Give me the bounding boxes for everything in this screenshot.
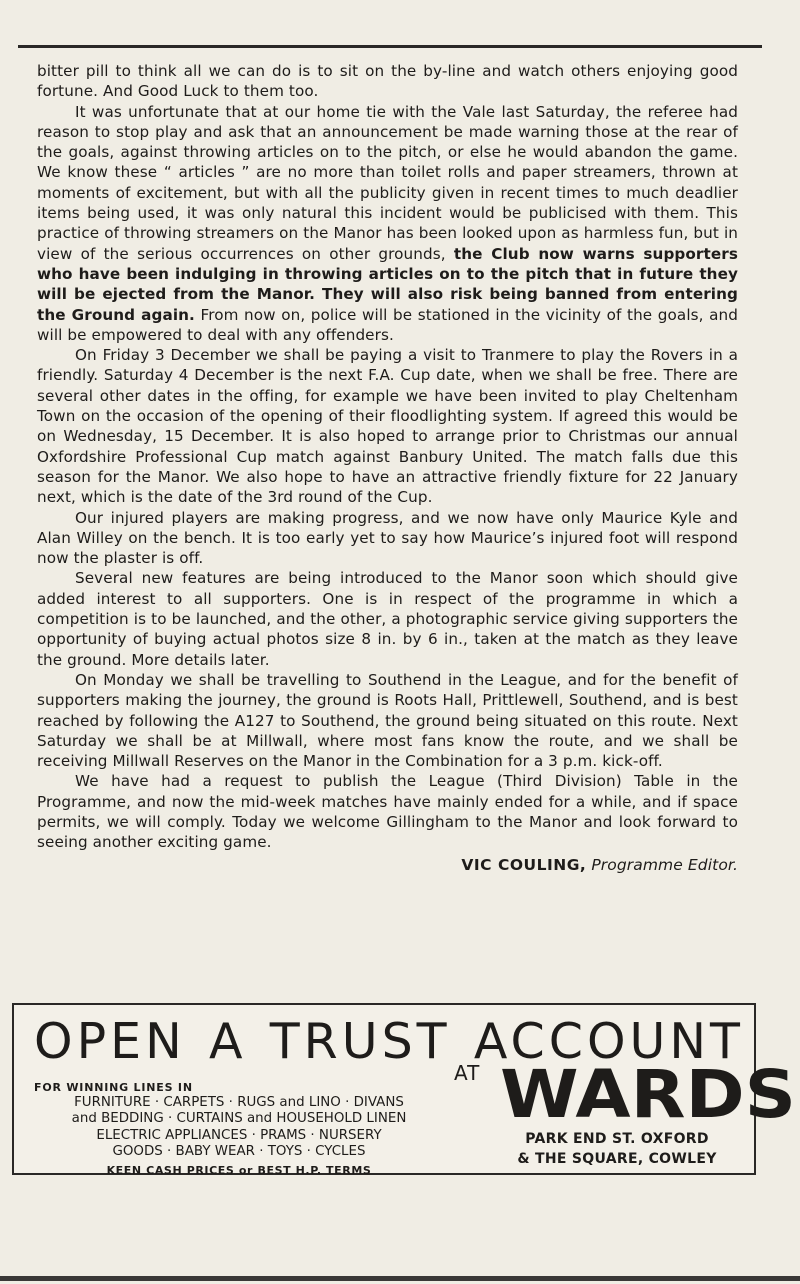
ad-product-line: and BEDDING · CURTAINS and HOUSEHOLD LINEN xyxy=(71,1111,407,1127)
paragraph-4: Our injured players are making progress, and we now have only Maurice Kyle and Alan Willey on the bench. It is too early yet to say how Maurice’s injured foot will respond now the plaster is off. xyxy=(37,508,738,568)
signature xyxy=(37,855,738,875)
paragraph-6: On Monday we shall be travelling to Southend in the League, and for the benefit of supporters making the journey, the ground is Roots Hall, Prittlewell, Southend, and is best reached by following the A127 to Southend, the ground being situated on this route. Next Saturday we shall be at Millwall, where most fans know the route, and we shall be receiving Millwall Reserves on the Manor in the Combination for a 3 p.m. kick-off. xyxy=(37,670,738,771)
paragraph-2-warning: the Club now warns supporters who have been indulging in throwing articles on to the pitch that in future they will be ejected from the Manor. They will also risk being banned from entering the Ground again. xyxy=(37,244,738,324)
signature-name: VIC COULING, xyxy=(461,855,587,874)
ad-headline-word: OPEN xyxy=(34,1013,186,1070)
paragraph-5: Several new features are being introduced to the Manor soon which should give added interest to all supporters. One is in respect of the programme in which a competition is to be launched, and the other, a photographic service giving supporters the opportunity of buying actual photos size 8 in. by 6 in., taken at the match as they leave the ground. More details later. xyxy=(37,569,738,669)
ad-address xyxy=(502,1129,732,1169)
paragraph-2-text-a: It was unfortunate that at our home tie with the Vale last Saturday, the referee had reason to stop play and ask that an announcement be made warning those at the rear of the goals, against throwing articles on to the pitch, or else he would abandon the game. We know these “ articles ” are no more than toilet rolls and paper streamers, thrown at moments of excitement, but with all the publicity given in recent times to much deadlier items being used, it was only natural this incident would be publicised with them. This practice of throwing streamers on the Manor has been looked upon as harmless fun, but in view of the serious occurrences on other grounds, xyxy=(37,102,738,263)
ad-product-list xyxy=(34,1081,444,1179)
paragraph-1: bitter pill to think all we can do is to sit on the by-line and watch others enjoying good fortune. And Good Luck to them too. xyxy=(37,62,738,101)
ad-headline-word: ACCOUNT xyxy=(473,1013,744,1070)
paragraph-7: We have had a request to publish the League (Third Division) Table in the Programme, and now the mid-week matches have mainly ended for a while, and if space permits, we will comply. Today we welcome Gillingham to the Manor and look forward to seeing another exciting game. xyxy=(37,772,738,852)
ad-store-name: WARDS xyxy=(500,1056,796,1133)
editor-notes-article xyxy=(37,61,738,875)
ad-for-line: FOR WINNING LINES IN xyxy=(34,1081,193,1094)
ad-terms: KEEN CASH PRICES or BEST H.P. TERMS xyxy=(106,1163,372,1177)
top-rule xyxy=(18,45,762,48)
ad-headline-word: A xyxy=(208,1013,247,1070)
wards-advertisement xyxy=(12,1003,796,1177)
ad-at: AT xyxy=(454,1061,481,1085)
ad-address-line-2: & THE SQUARE, COWLEY xyxy=(517,1151,717,1167)
paragraph-3: On Friday 3 December we shall be paying a visit to Tranmere to play the Rovers in a friendly. Saturday 4 December is the next F.A. Cup date, when we shall be free. There are several other dates in the offing, for example we have been invited to play Cheltenham Town on the occasion of the opening of their floodlighting system. If agreed this would be on Wednesday, 15 December. It is also hoped to arrange prior to Christmas our annual Oxfordshire Professional Cup match against Banbury United. The match falls due this season for the Manor. We also hope to have an attractive friendly fixture for 22 January next, which is the date of the 3rd round of the Cup. xyxy=(37,346,738,507)
signature-role: Programme Editor. xyxy=(591,855,738,874)
bottom-rule xyxy=(0,1276,800,1281)
paragraph-2-text-b: From now on, police will be stationed in the vicinity of the goals, and will be empowered to deal with any offenders. xyxy=(37,305,738,344)
ad-address-line-1: PARK END ST. OXFORD xyxy=(525,1131,709,1147)
ad-product-line: ELECTRIC APPLIANCES · PRAMS · NURSERY xyxy=(96,1127,382,1143)
paragraph-2 xyxy=(37,102,738,346)
ad-headline-word: TRUST xyxy=(269,1013,451,1070)
ad-product-line: FURNITURE · CARPETS · RUGS and LINO · DIVANS xyxy=(74,1095,404,1110)
ad-product-line: GOODS · BABY WEAR · TOYS · CYCLES xyxy=(112,1144,366,1160)
